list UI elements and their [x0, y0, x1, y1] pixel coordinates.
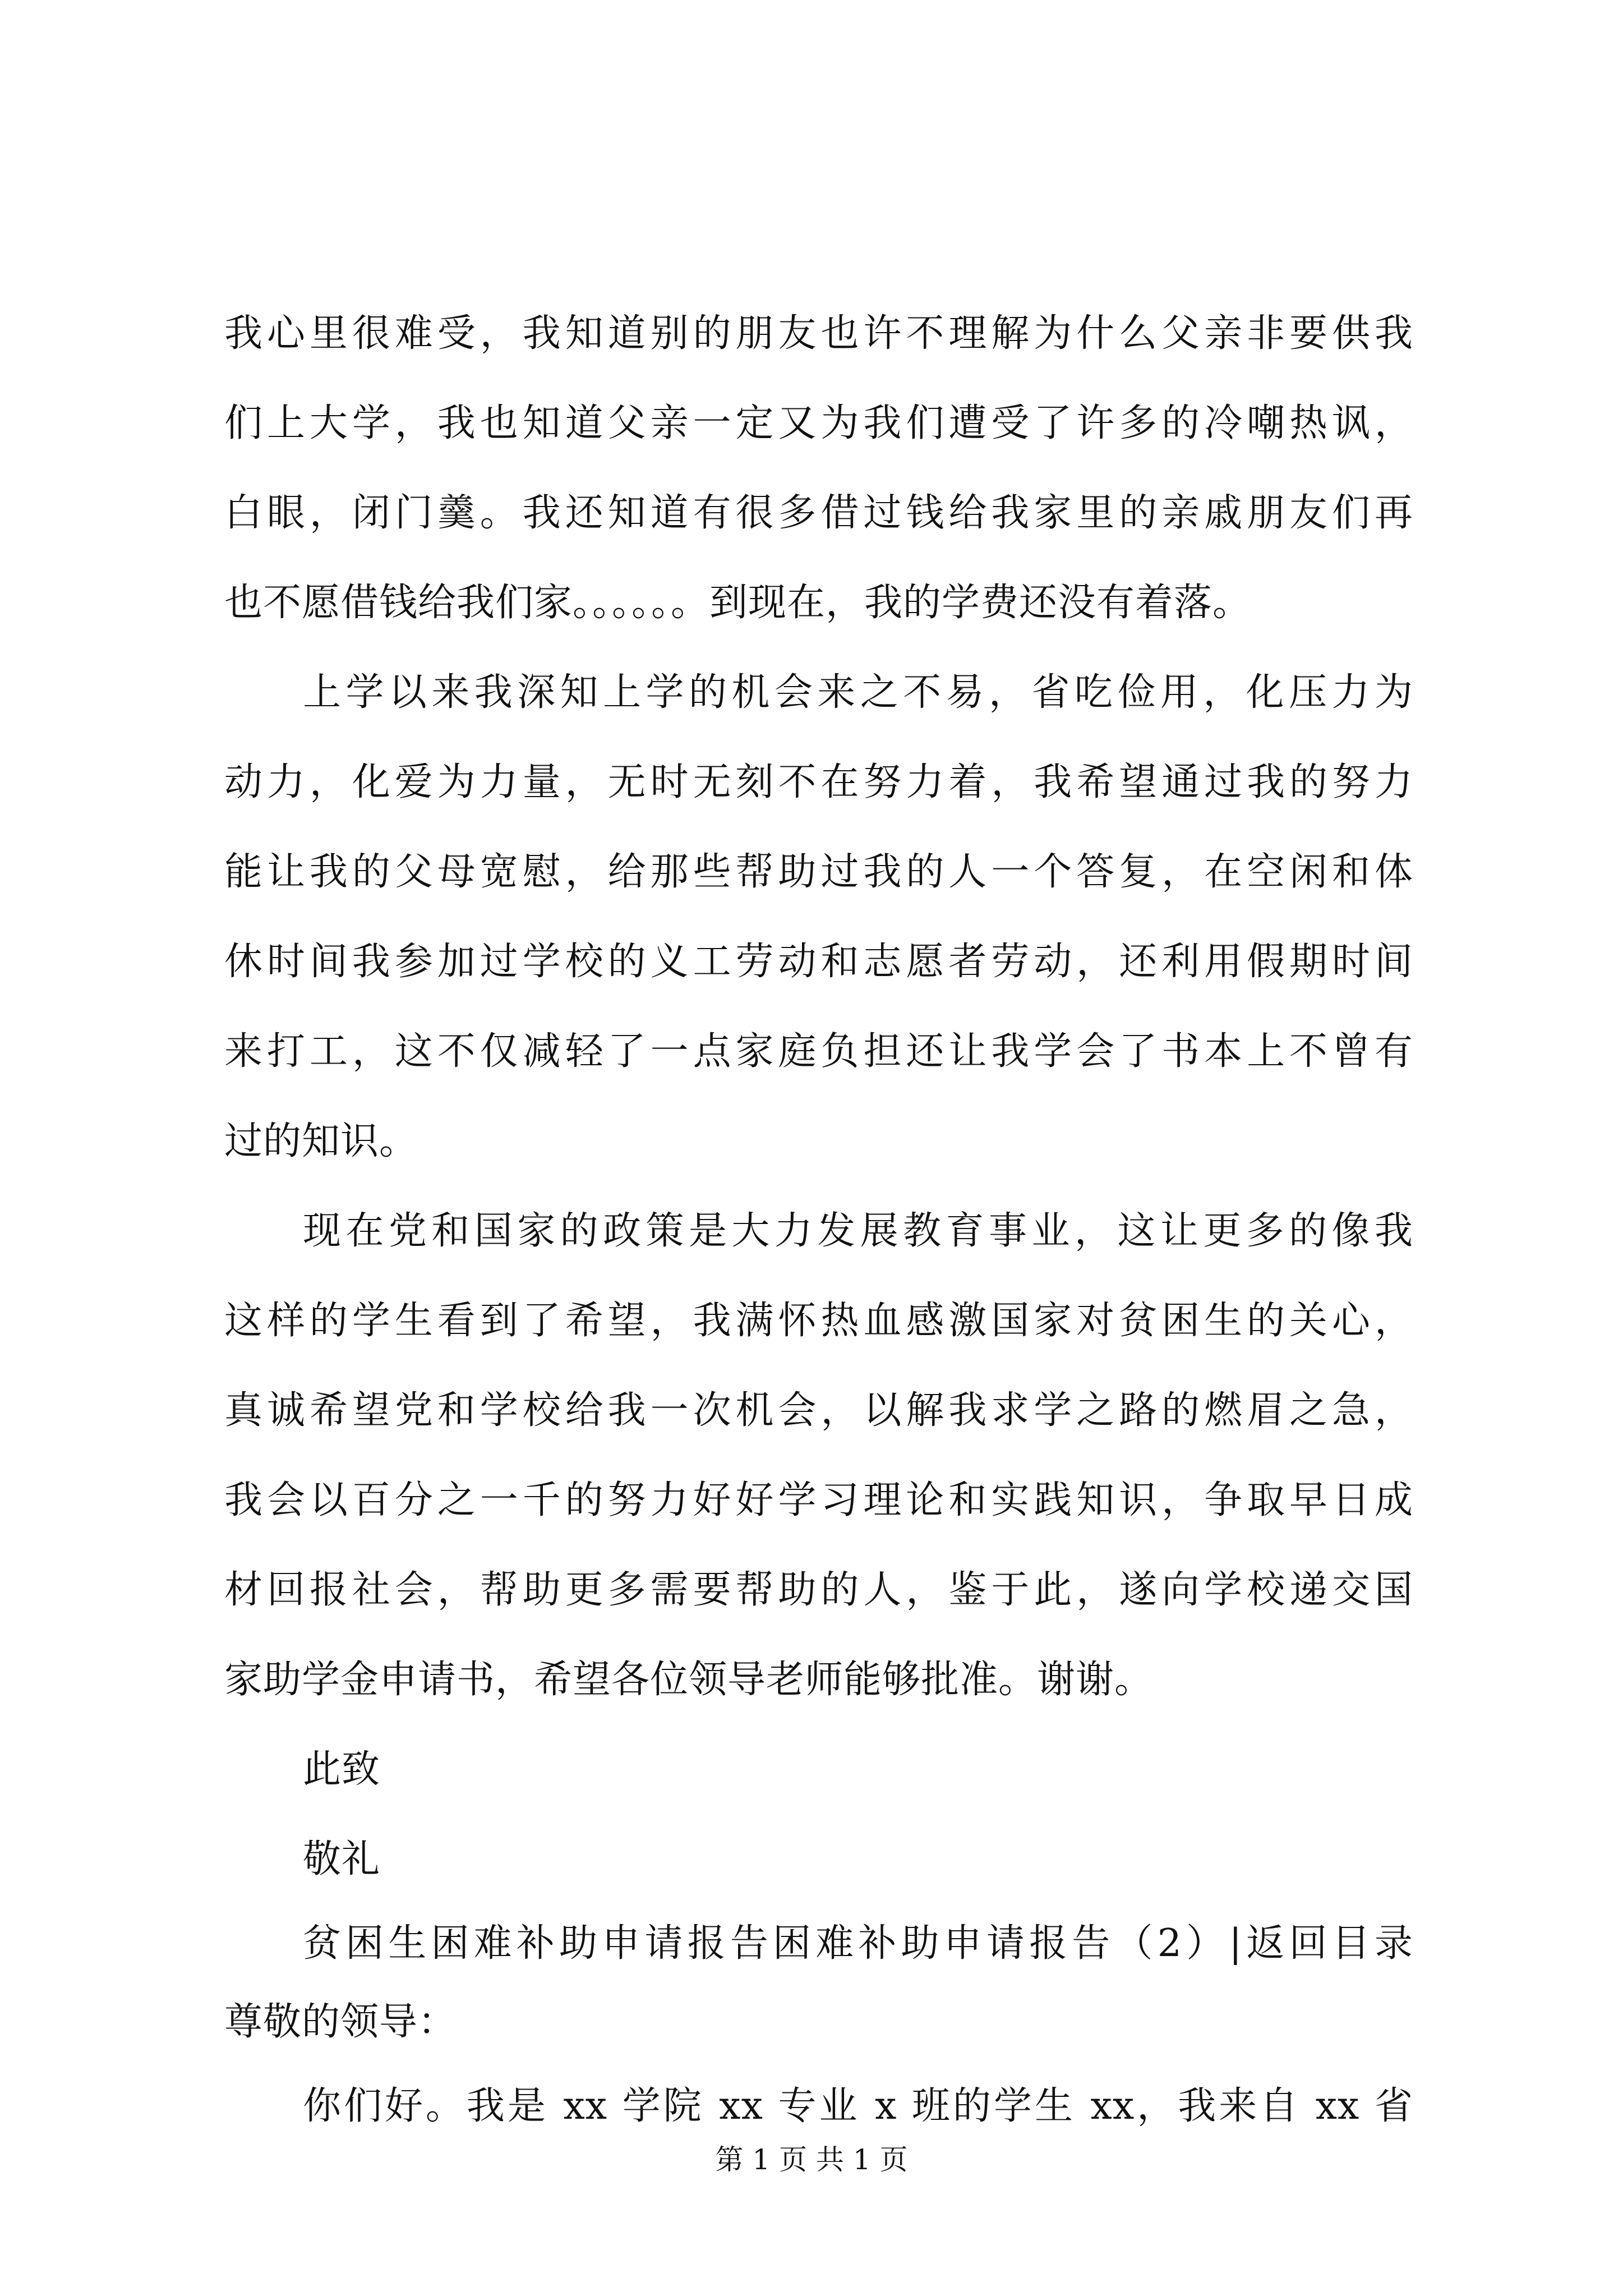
- body-text-line: 来打工，这不仅减轻了一点家庭负担还让我学会了书本上不曾有: [224, 1029, 1413, 1074]
- body-text-line: 家助学金申请书，希望各位领导老师能够批准。谢谢。: [224, 1658, 1154, 1702]
- body-text-line: 们上大学，我也知道父亲一定又为我们遭受了许多的冷嘲热讽，: [224, 401, 1413, 445]
- body-text-line: 真诚希望党和学校给我一次机会，以解我求学之路的燃眉之急，: [224, 1388, 1413, 1433]
- paragraph-first-line: 现在党和国家的政策是大力发展教育事业，这让更多的像我: [303, 1209, 1413, 1253]
- body-text-line: 我会以百分之一千的努力好好学习理论和实践知识，争取早日成: [224, 1478, 1413, 1522]
- body-text-line: 也不愿借钱给我们家。。。。。。到现在，我的学费还没有着落。: [224, 581, 1252, 625]
- body-text-line: 休时间我参加过学校的义工劳动和志愿者劳动，还利用假期时间: [224, 940, 1413, 984]
- paragraph-first-line: 你们好。我是 xx 学院 xx 专业 x 班的学生 xx，我来自 xx 省: [303, 2084, 1413, 2128]
- body-text-line: 材回报社会，帮助更多需要帮助的人，鉴于此，遂向学校递交国: [224, 1568, 1413, 1612]
- body-text-line: 白眼，闭门羹。我还知道有很多借过钱给我家里的亲戚朋友们再: [224, 491, 1413, 535]
- body-text-line: 过的知识。: [224, 1119, 418, 1163]
- paragraph-first-line: 上学以来我深知上学的机会来之不易，省吃俭用，化压力为: [303, 670, 1413, 715]
- closing-salutation: 此致: [303, 1747, 381, 1792]
- letter-salutation: 尊敬的领导：: [224, 2000, 457, 2044]
- body-text-line: 我心里很难受，我知道别的朋友也许不理解为什么父亲非要供我: [224, 311, 1413, 356]
- page-number-footer: 第 1 页 共 1 页: [715, 2143, 908, 2176]
- body-text-line: 动力，化爱为力量，无时无刻不在努力着，我希望通过我的努力: [224, 760, 1413, 804]
- section-heading: 贫困生困难补助申请报告困难补助申请报告（2）|返回目录: [303, 1921, 1413, 1966]
- body-text-line: 能让我的父母宽慰，给那些帮助过我的人一个答复，在空闲和体: [224, 850, 1413, 894]
- closing-regards: 敬礼: [303, 1837, 381, 1881]
- body-text-line: 这样的学生看到了希望，我满怀热血感激国家对贫困生的关心，: [224, 1299, 1413, 1343]
